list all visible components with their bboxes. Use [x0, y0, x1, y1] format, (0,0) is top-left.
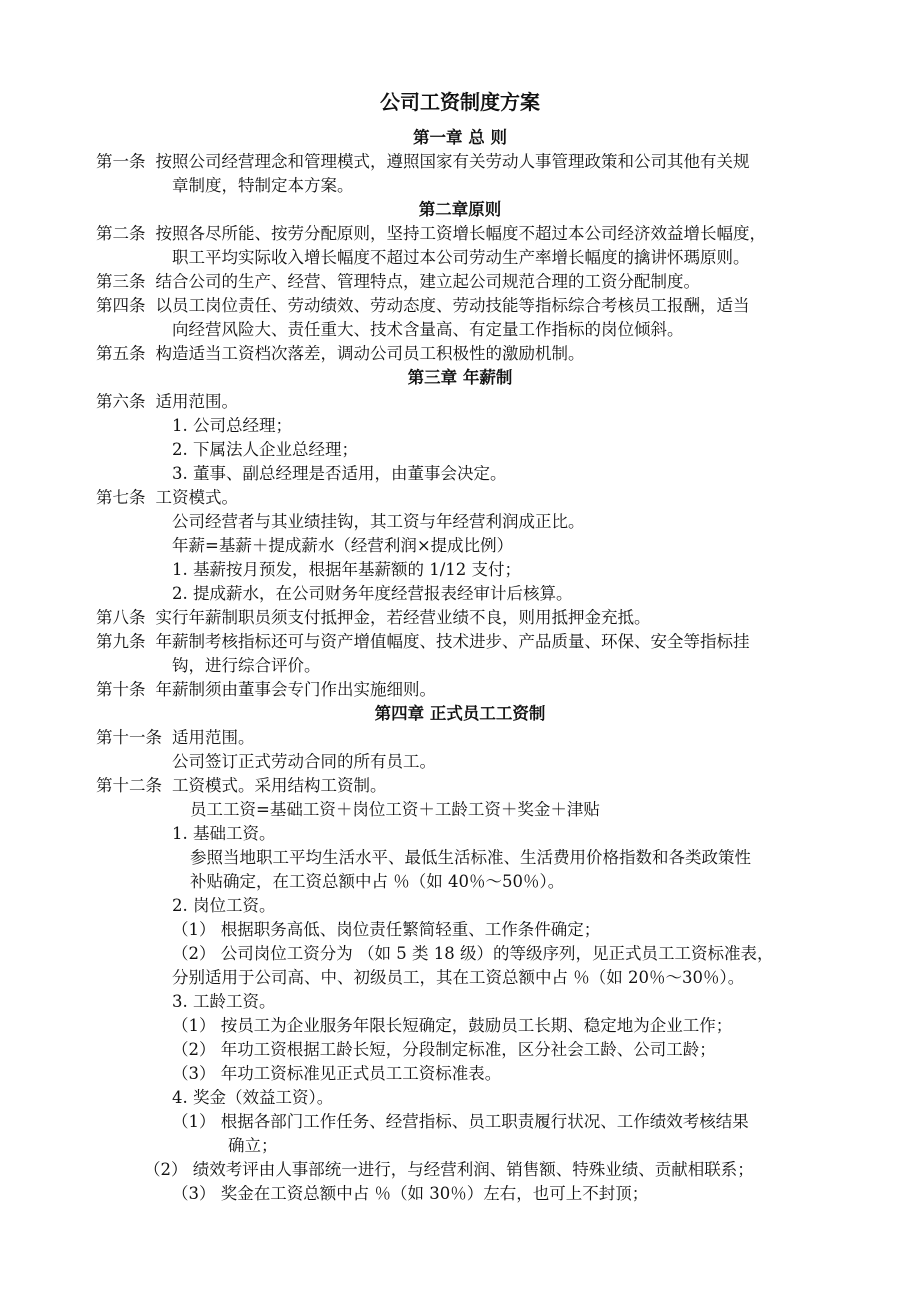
article-11	[96, 726, 255, 750]
paragraph: 参照当地职工平均生活水平、最低生活标准、生活费用价格指数和各类政策性	[190, 848, 751, 867]
list-item: 2. 下属法人企业总经理；	[172, 440, 358, 459]
article-label: 第六条	[96, 392, 146, 411]
paragraph: 公司经营者与其业绩挂钩，其工资与年经营利润成正比。	[172, 512, 585, 531]
article-text: 适用范围。	[155, 392, 238, 411]
article-label: 第七条	[96, 488, 146, 507]
section-heading: 4. 奖金（效益工资）。	[172, 1088, 334, 1107]
article-2	[96, 222, 766, 246]
section-heading: 3. 工龄工资。	[172, 992, 276, 1011]
list-item: 2. 提成薪水，在公司财务年度经营报表经审计后核算。	[172, 584, 573, 603]
article-12	[96, 774, 387, 798]
article-label: 第十一条	[96, 728, 162, 747]
list-item: 3. 董事、副总经理是否适用，由董事会决定。	[172, 464, 507, 483]
formula: 员工工资=基础工资＋岗位工资＋工龄工资＋奖金＋津贴	[190, 800, 600, 819]
paragraph: 公司签订正式劳动合同的所有员工。	[172, 752, 436, 771]
article-9-continued: 钩，进行综合评价。	[172, 656, 321, 675]
list-item-continued: 分别适用于公司高、中、初级员工，其在工资总额中占 ％（如 20％～30％）。	[172, 968, 745, 987]
list-item: （3） 奖金在工资总额中占 ％（如 30％）左右，也可上不封顶；	[172, 1184, 649, 1203]
list-item: （2） 绩效考评由人事部统一进行，与经营利润、销售额、特殊业绩、贡献相联系；	[144, 1160, 754, 1179]
article-5	[96, 342, 585, 366]
article-text: 按照各尽所能、按劳分配原则，坚持工资增长幅度不超过本公司经济效益增长幅度，	[155, 224, 766, 243]
article-text: 实行年薪制职员须支付抵押金，若经营业绩不良，则用抵押金充抵。	[155, 608, 651, 627]
article-text: 结合公司的生产、经营、管理特点，建立起公司规范合理的工资分配制度。	[155, 272, 700, 291]
article-4	[96, 294, 750, 318]
article-6	[96, 390, 238, 414]
list-item: （3） 年功工资标准见正式员工工资标准表。	[172, 1064, 502, 1083]
section-heading: 1. 基础工资。	[172, 824, 276, 843]
article-7	[96, 486, 238, 510]
article-text: 工资模式。采用结构工资制。	[172, 776, 387, 795]
chapter-2-heading: 第二章原则	[418, 200, 502, 219]
article-8	[96, 606, 651, 630]
article-label: 第一条	[96, 152, 146, 171]
article-3	[96, 270, 700, 294]
document-title: 公司工资制度方案	[380, 90, 540, 114]
article-text: 年薪制须由董事会专门作出实施细则。	[155, 680, 436, 699]
list-item: （1） 根据各部门工作任务、经营指标、员工职责履行状况、工作绩效考核结果	[172, 1112, 749, 1131]
list-item: （1） 按员工为企业服务年限长短确定，鼓励员工长期、稳定地为企业工作；	[172, 1016, 733, 1035]
article-1	[96, 150, 750, 174]
chapter-1-heading: 第一章 总 则	[413, 128, 507, 147]
list-item: （2） 年功工资根据工龄长短，分段制定标准，区分社会工龄、公司工龄；	[172, 1040, 716, 1059]
article-9	[96, 630, 750, 654]
article-label: 第十条	[96, 680, 146, 699]
article-label: 第八条	[96, 608, 146, 627]
article-label: 第十二条	[96, 776, 162, 795]
list-item: 1. 基薪按月预发，根据年基薪额的 1/12 支付；	[172, 560, 522, 579]
section-heading: 2. 岗位工资。	[172, 896, 276, 915]
chapter-4-heading: 第四章 正式员工工资制	[374, 704, 546, 723]
article-10	[96, 678, 436, 702]
list-item: （2） 公司岗位工资分为 （如 5 类 18 级）的等级序列，见正式员工工资标准表，	[172, 944, 774, 963]
article-label: 第四条	[96, 296, 146, 315]
article-4-continued: 向经营风险大、责任重大、技术含量高、有定量工作指标的岗位倾斜。	[172, 320, 684, 339]
article-1-continued: 章制度，特制定本方案。	[172, 176, 354, 195]
formula: 年薪=基薪＋提成薪水（经营利润×提成比例）	[172, 536, 514, 555]
article-text: 按照公司经营理念和管理模式，遵照国家有关劳动人事管理政策和公司其他有关规	[155, 152, 750, 171]
article-label: 第三条	[96, 272, 146, 291]
paragraph: 补贴确定，在工资总额中占 ％（如 40％～50％）。	[190, 872, 565, 891]
article-text: 构造适当工资档次落差，调动公司员工积极性的激励机制。	[155, 344, 585, 363]
chapter-3-heading: 第三章 年薪制	[407, 368, 513, 387]
article-label: 第五条	[96, 344, 146, 363]
article-label: 第九条	[96, 632, 146, 651]
list-item: 1. 公司总经理；	[172, 416, 292, 435]
list-item-continued: 确立；	[228, 1136, 278, 1155]
article-label: 第二条	[96, 224, 146, 243]
article-text: 年薪制考核指标还可与资产增值幅度、技术进步、产品质量、环保、安全等指标挂	[155, 632, 750, 651]
article-2-continued: 职工平均实际收入增长幅度不超过本公司劳动生产率增长幅度的擒讲怀瑪原则。	[172, 248, 750, 267]
article-text: 适用范围。	[172, 728, 255, 747]
article-text: 工资模式。	[155, 488, 238, 507]
article-text: 以员工岗位责任、劳动绩效、劳动态度、劳动技能等指标综合考核员工报酬，适当	[155, 296, 750, 315]
list-item: （1） 根据职务高低、岗位责任繁简轻重、工作条件确定；	[172, 920, 601, 939]
